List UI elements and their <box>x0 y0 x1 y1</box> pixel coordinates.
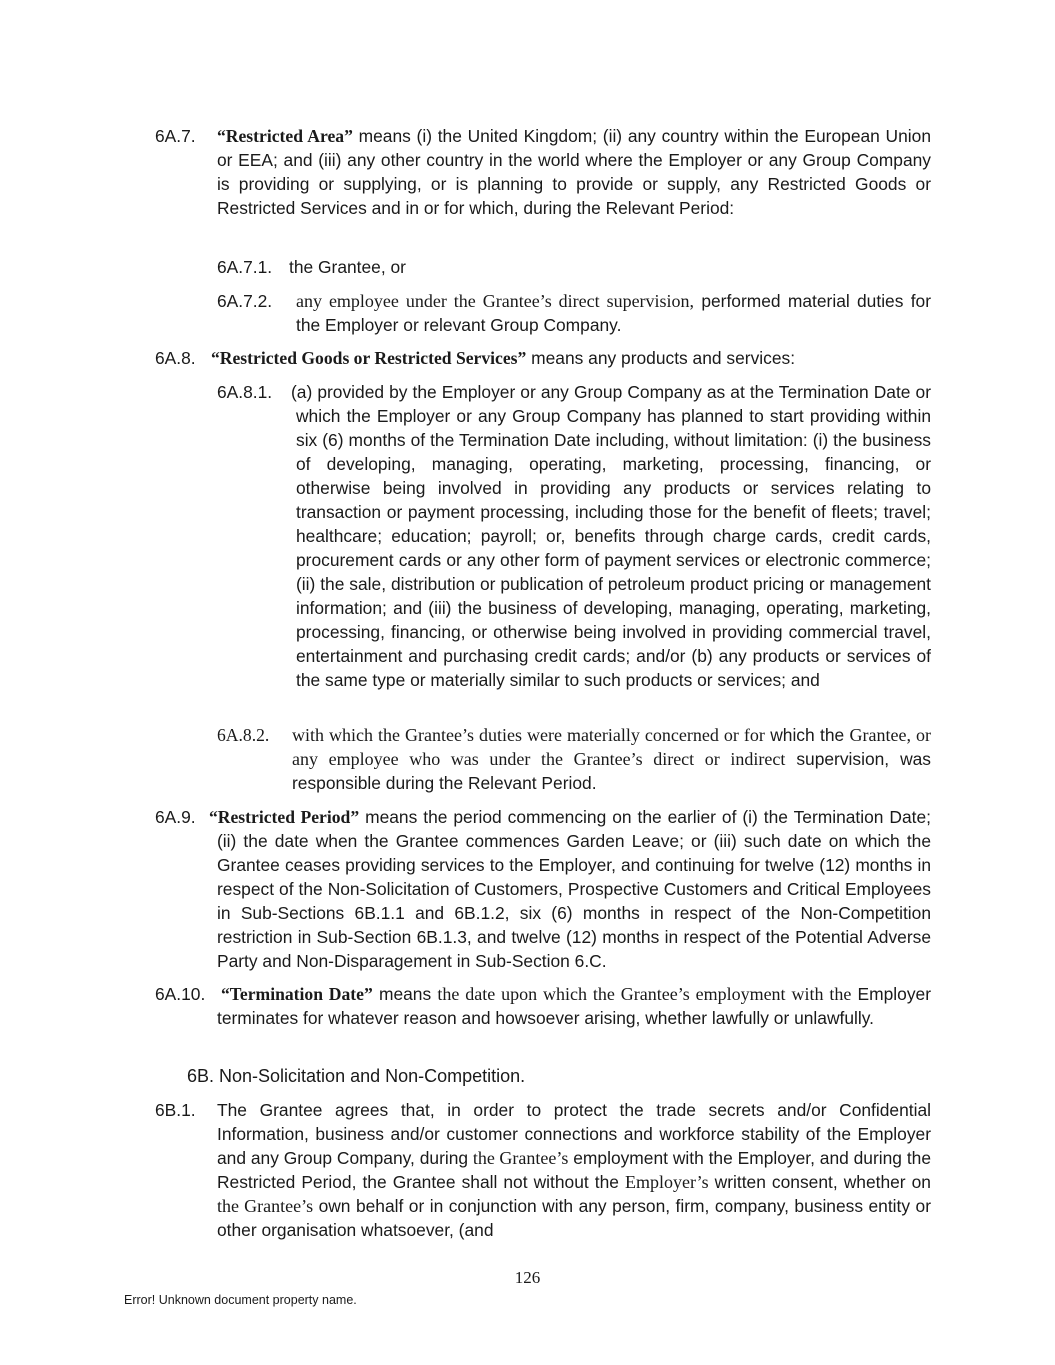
section-heading-6b: 6B. Non-Solicitation and Non-Competition. <box>187 1066 526 1086</box>
clause-6a7-text <box>217 124 931 220</box>
defined-term-restricted-goods: “Restricted Goods or Restricted Services” <box>211 348 527 368</box>
clause-6a10-run: means <box>372 984 438 1004</box>
clause-6a82-serif-run-2: Grantee, or any employee who was under the Grantee’s direct or indirect <box>292 725 931 769</box>
clause-number-6a8: 6A.8. <box>155 348 196 368</box>
clause-6a9-text <box>209 805 931 973</box>
clause-6a82-text <box>292 723 931 795</box>
clause-6a10-text <box>217 982 931 1030</box>
clause-6a8-text <box>211 346 931 370</box>
clause-6a72-body: performed material duties for the Employer or relevant Group Company. <box>296 291 931 335</box>
clause-6b1-text <box>217 1098 931 1242</box>
clause-number-6a9: 6A.9. <box>155 807 196 827</box>
clause-6a9-body: means the period commencing on the earlier of (i) the Termination Date; (ii) the date when the Grantee commences Garden Leave; or (iii) such date on which the Grantee ceases providing services to the Employer, and continuing for twelve (12) months in respect of the Non-Solicitation of Customers, Prospective Customers and Critical Employees in Sub-Sections 6B.1.1 and 6B.1.2, six (6) months in respect of the Non-Competition restriction in Sub-Section 6B.1.3, and twelve (12) months in respect of the Potential Adverse Party and Non-Disparagement in Sub-Section 6.C. <box>217 807 931 971</box>
clause-6a82-body: supervision, was responsible during the Relevant Period. <box>292 749 931 793</box>
clause-6b1-run-4: own behalf or in conjunction with any person, firm, company, business entity or other organisation whatsoever, (and <box>217 1196 932 1240</box>
clause-6a10-serif-run: the date upon which the Grantee’s employment with the <box>437 984 852 1004</box>
defined-term-termination-date: “Termination Date” <box>221 984 373 1004</box>
clause-6a82-serif-run: with which the Grantee’s duties were materially concerned or for <box>292 725 765 745</box>
clause-number-6a81: 6A.8.1. <box>217 382 273 402</box>
footer-text: Error! Unknown document property name. <box>124 1293 357 1307</box>
clause-6a81-text: (a) provided by the Employer or any Group Company as at the Termination Date or which the Employer or any Group Company has planned to start providing within six (6) months of the Termination Date including, without limitation: (i) the business of developing, managing, operating, marketing, processing, financing, or otherwise being involved in providing any products or services relating to transaction or payment processing, including those for the benefit of fleets; travel; healthcare; education; payroll; or, benefits through charge cards, credit cards, procurement cards or any other form of payment services or electronic commerce; (ii) the sale, distribution or publication of petroleum product pricing or management information; and (iii) the business of developing, managing, operating, marketing, processing, financing, or otherwise being involved in providing commercial travel, entertainment and purchasing credit cards; and/or (b) any products or services of the same type or materially similar to such products or services; and <box>291 382 931 690</box>
clause-6b1-serif-2: Employer’s <box>624 1172 709 1192</box>
clause-6a7-body: means (i) the United Kingdom; (ii) any country within the European Union or EEA; and (iii) any other country in the world where the Employer or any Group Company is providing or supplying, or is planning to provide or supply, any Restricted Goods or Restricted Services and in or for which, during the Relevant Period: <box>217 126 931 218</box>
clause-number-6a72: 6A.7.2. <box>217 291 273 311</box>
clause-number-6a7: 6A.7. <box>155 126 196 146</box>
clause-6a72-text <box>296 289 931 337</box>
clause-6b1-run-2: employment with the Employer, and during the Restricted Period, the Grantee shall not without the <box>217 1148 931 1192</box>
clause-number-6a82: 6A.8.2. <box>217 725 270 745</box>
clause-6a82-run: which the <box>764 725 850 745</box>
clause-6b1-run-3: written consent, whether on <box>708 1172 931 1192</box>
page-number: 126 <box>514 1268 541 1287</box>
clause-6b1-run-1: The Grantee agrees that, in order to protect the trade secrets and/or Confidential Information, business and/or customer connections and workforce stability of the Employer and any Group Company, during <box>217 1100 931 1168</box>
clause-6b1-serif-3: the Grantee’s <box>217 1196 314 1216</box>
clause-number-6b1: 6B.1. <box>155 1100 196 1120</box>
clause-6a72-serif-run: any employee under the Grantee’s direct supervision, <box>296 291 695 311</box>
clause-number-6a71: 6A.7.1. <box>217 257 273 277</box>
defined-term-restricted-period: “Restricted Period” <box>209 807 360 827</box>
clause-6a71-text: the Grantee, or <box>289 257 406 277</box>
clause-number-6a10: 6A.10. <box>155 984 206 1004</box>
clause-6a10-body: Employer terminates for whatever reason and howsoever arising, whether lawfully or unlawfully. <box>217 984 931 1028</box>
clause-6a8-body: means any products and services: <box>526 348 796 368</box>
defined-term-restricted-area: “Restricted Area” <box>217 126 353 146</box>
clause-6b1-serif-1: the Grantee’s <box>472 1148 569 1168</box>
